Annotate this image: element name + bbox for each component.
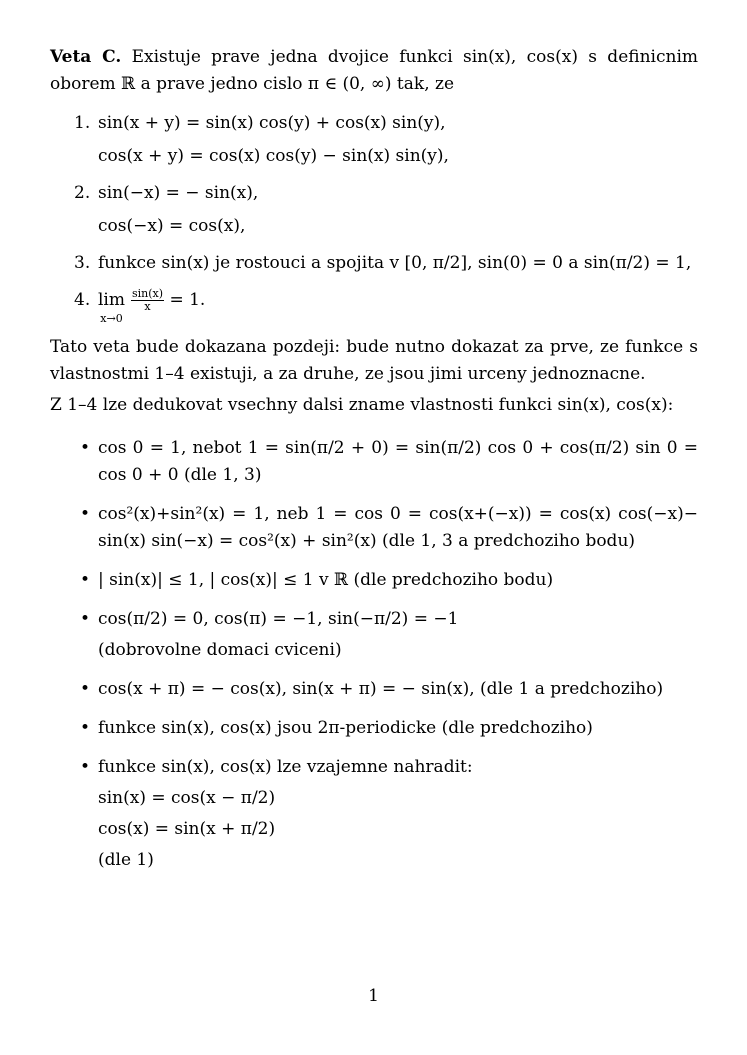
limit-fraction [131, 288, 164, 313]
condition-item [50, 110, 698, 170]
list-item-text: cos 0 = 1, nebot 1 = sin(π/2 + 0) = sin(π/2) cos 0 + cos(π/2) sin 0 = cos 0 + 0 (dle 1, 3) [98, 438, 698, 485]
list-item [50, 501, 698, 555]
condition-item [50, 287, 698, 324]
condition-number: 3. [74, 253, 91, 273]
fraction-numerator: sin(x) [132, 287, 164, 300]
list-item-text: funkce sin(x), cos(x) lze vzajemne nahradit: [98, 757, 473, 777]
condition-item [50, 180, 698, 240]
list-item-text: sin(x) = cos(x − π/2) [98, 788, 276, 808]
bullet-icon: • [80, 504, 91, 524]
bullet-icon: • [80, 609, 91, 629]
bullet-icon: • [80, 438, 91, 458]
list-item-text: funkce sin(x), cos(x) jsou 2π-periodicke (dle predchoziho) [98, 718, 593, 738]
paragraph-proof-note: Tato veta bude dokazana pozdeji: bude nutno dokazat za prve, ze funkce s vlastnostmi 1–4 existuji, a za druhe, ze jsou jimi urceny jednoznacne. [50, 337, 698, 384]
list-item-text: (dle 1) [98, 850, 154, 870]
condition-number: 4. [74, 290, 91, 310]
condition-number: 1. [74, 113, 91, 133]
document-body [50, 44, 698, 886]
limit-symbol: lim [98, 290, 125, 310]
bullet-icon: • [80, 718, 91, 738]
list-item-text: cos(x + π) = − cos(x), sin(x + π) = − sin(x), (dle 1 a predchoziho) [98, 679, 664, 699]
condition-number: 2. [74, 183, 91, 203]
list-item-text: cos(π/2) = 0, cos(π) = −1, sin(−π/2) = −1 [98, 609, 459, 629]
theorem-conditions [50, 110, 698, 324]
condition-line: cos(−x) = cos(x), [98, 216, 246, 236]
bullet-icon: • [80, 570, 91, 590]
list-item [50, 754, 698, 874]
properties-list [50, 435, 698, 874]
bullet-icon: • [80, 757, 91, 777]
fraction-denominator: x [144, 300, 151, 313]
limit-operator [98, 287, 125, 324]
limit-subscript: x→0 [100, 312, 123, 325]
condition-line: sin(−x) = − sin(x), [98, 183, 259, 203]
condition-line: cos(x + y) = cos(x) cos(y) − sin(x) sin(y), [98, 146, 449, 166]
condition-line: sin(x + y) = sin(x) cos(y) + cos(x) sin(y), [98, 113, 446, 133]
list-item-text: | sin(x)| ≤ 1, | cos(x)| ≤ 1 v ℝ (dle predchoziho bodu) [98, 570, 554, 590]
list-item [50, 715, 698, 742]
condition-line: funkce sin(x) je rostouci a spojita v [0, π/2], sin(0) = 0 a sin(π/2) = 1, [98, 253, 692, 273]
limit-result: = 1. [169, 290, 206, 310]
list-item [50, 606, 698, 664]
theorem-text: Existuje prave jedna dvojice funkci sin(x), cos(x) s definicnim oborem ℝ a prave jedno cislo π ∈ (0, ∞) tak, ze [50, 47, 699, 94]
theorem-statement [50, 44, 698, 98]
bullet-icon: • [80, 679, 91, 699]
page-number: 1 [368, 986, 379, 1006]
paragraph-deduction: Z 1–4 lze dedukovat vsechny dalsi zname vlastnosti funkci sin(x), cos(x): [50, 395, 674, 415]
theorem-label: Veta C. [50, 47, 122, 67]
condition-item [50, 250, 698, 277]
list-item-text: cos²(x)+sin²(x) = 1, neb 1 = cos 0 = cos(x+(−x)) = cos(x) cos(−x)− sin(x) sin(−x) = cos²(x) + sin²(x) (dle 1, 3 a predchoziho bodu) [98, 504, 698, 551]
list-item-text: (dobrovolne domaci cviceni) [98, 640, 342, 660]
list-item [50, 567, 698, 594]
list-item [50, 435, 698, 489]
list-item-text: cos(x) = sin(x + π/2) [98, 819, 276, 839]
list-item [50, 676, 698, 703]
